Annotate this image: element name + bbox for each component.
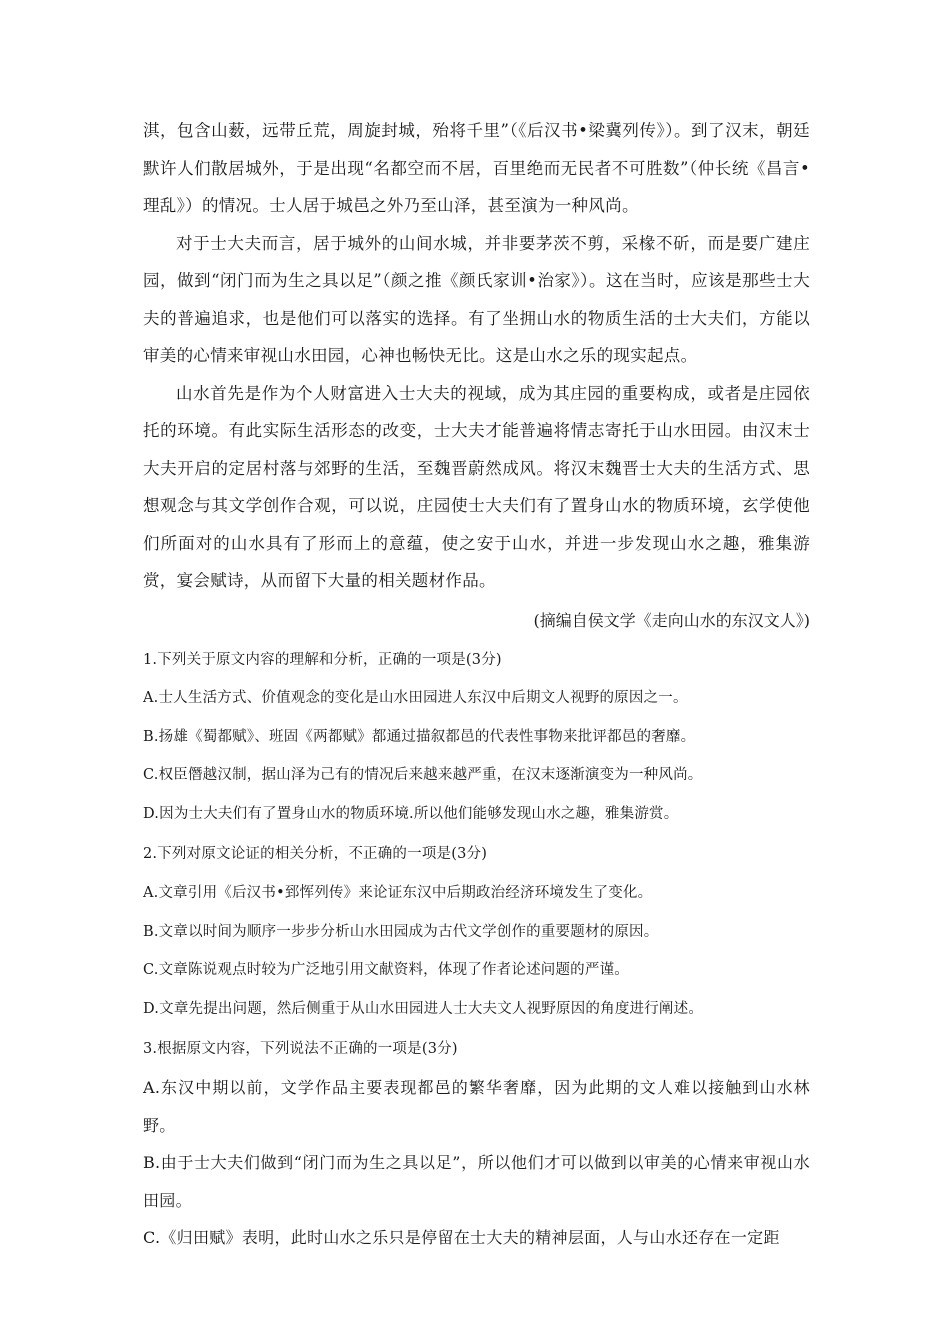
question-1 [143,641,810,834]
question-option-a: A.文章引用《后汉书•郅恽列传》来论证东汉中后期政治经济环境发生了变化。 [143,885,653,902]
question-option-c: C.《归田赋》表明，此时山水之乐只是停留在士大夫的精神层面，人与山水还存在一定距 [143,1228,780,1248]
article-paragraph-2: 对于士大夫而言，居于城外的山间水城，并非要茅茨不剪，采椽不斫，而是要广建庄园，做到“闭门而为生之具以足”（颜之推《颜氏家训•治家》）。这在当时，应该是那些士大夫的普遍追求，也是他们可以落实的选择。有了坐拥山水的物质生活的士大夫们，方能以审美的心情来审视山水田园，心神也畅快无比。这是山水之乐的现实起点。 [143,233,810,365]
question-2 [143,835,810,1028]
question-option-a: A.东汉中期以前，文学作品主要表现都邑的繁华奢靡，因为此期的文人难以接触到山水林野。 [143,1078,810,1135]
document-page [143,112,810,1257]
question-stem: 3.根据原文内容，下列说法不正确的一项是(3分) [143,1041,458,1058]
article-source: (摘编自侯文学《走向山水的东汉文人》) [533,610,810,630]
question-option-c: C.文章陈说观点时较为广泛地引用文献资料，体现了作者论述问题的严谨。 [143,962,629,979]
article-paragraph-3: 山水首先是作为个人财富进入士大夫的视域，成为其庄园的重要构成，或者是庄园依托的环境。有此实际生活形态的改变，士大夫才能普遍将情志寄托于山水田园。由汉末士大夫开启的定居村落与郊野的生活，至魏晋蔚然成风。将汉末魏晋士大夫的生活方式、思想观念与其文学创作合观，可以说，庄园使士大夫们有了置身山水的物质环境，玄学使他们所面对的山水具有了形而上的意蕴，使之安于山水，并进一步发现山水之趣，雅集游赏，宴会赋诗，从而留下大量的相关题材作品。 [143,383,810,590]
question-option-d: D.因为士大夫们有了置身山水的物质环境.所以他们能够发现山水之趣，雅集游赏。 [143,805,679,822]
article-paragraph-1: 淇，包含山薮，远带丘荒，周旋封城，殆将千里”（《后汉书•梁冀列传》）。到了汉末，朝廷默许人们散居城外，于是出现“名都空而不居，百里绝而无民者不可胜数”（仲长统《昌言•理乱》）的情况。士人居于城邑之外乃至山泽，甚至演为一种风尚。 [143,121,810,215]
question-option-c: C.权臣僭越汉制，据山泽为己有的情况后来越来越严重，在汉末逐渐演变为一种风尚。 [143,767,703,784]
question-option-a: A.士人生活方式、价值观念的变化是山水田园进人东汉中后期文人视野的原因之一。 [143,690,688,707]
question-option-d: D.文章先提出问题，然后侧重于从山水田园进人士大夫文人视野原因的角度进行阐述。 [143,1000,704,1017]
question-option-b: B.扬雄《蜀都赋》、班固《两都赋》都通过描叙都邑的代表性事物来批评都邑的奢靡。 [143,728,696,745]
question-option-b: B.文章以时间为顺序一步步分析山水田园成为古代文学创作的重要题材的原因。 [143,923,659,940]
article-body [143,112,810,600]
question-3 [143,1030,810,1256]
question-option-b: B.由于士大夫们做到“闭门而为生之具以足”，所以他们才可以做到以审美的心情来审视山水田园。 [143,1153,810,1210]
question-stem: 2.下列对原文论证的相关分析，不正确的一项是(3分) [143,846,488,863]
question-stem: 1.下列关于原文内容的理解和分析，正确的一项是(3分) [143,651,502,668]
